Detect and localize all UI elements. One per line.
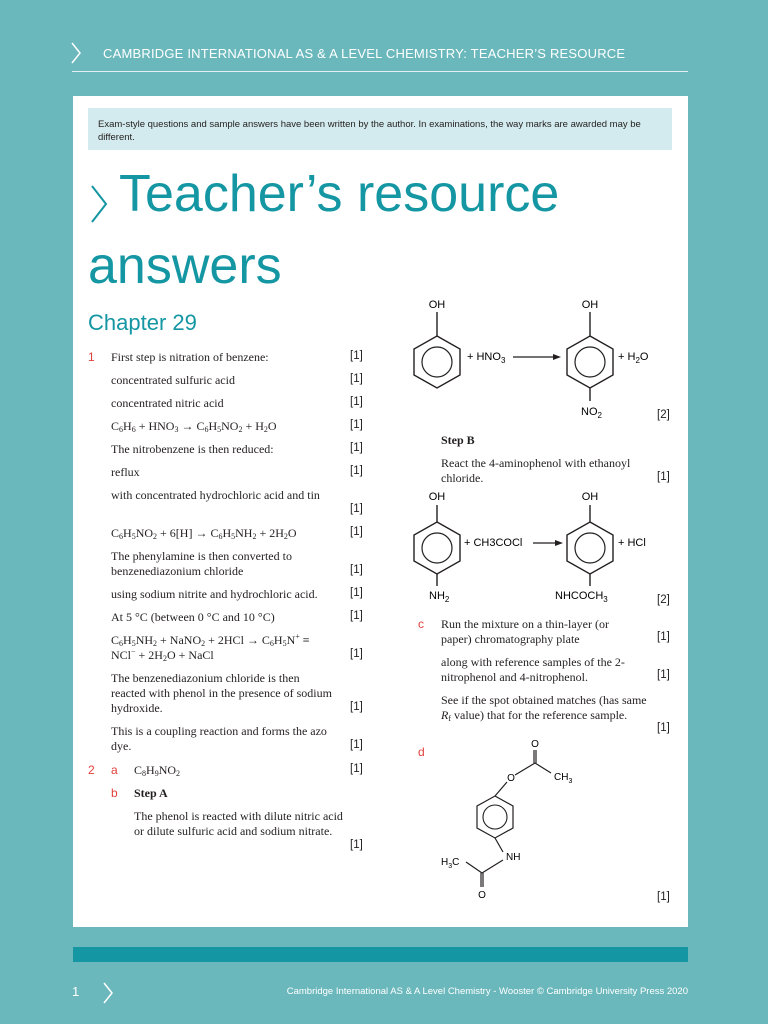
answer-line: concentrated nitric acid — [111, 396, 224, 410]
equation: $C_6H_5NH_2$ + NaNO$_2$ + $2HCl \to C_6H_5N^+$ ≡ $NCl^- + 2H_2O$ + NaCl — [111, 632, 310, 663]
mark: [1] — [657, 891, 670, 903]
methyl-label: $H_3C$ — [441, 857, 460, 870]
answer-line: First step is nitration of benzene: — [111, 350, 269, 364]
reagent-label: + CH3COCl — [464, 537, 523, 549]
arrow — [513, 354, 561, 360]
mark: [1] — [657, 722, 670, 734]
nitration-reaction-diagram — [403, 296, 673, 426]
part-label: d — [418, 745, 425, 759]
header-title: CAMBRIDGE INTERNATIONAL AS & A LEVEL CHEMISTRY: TEACHER’S RESOURCE — [103, 46, 626, 61]
answer-line: See if the spot obtained matches (has same $R_f$ value) that for the reference sample. — [441, 693, 647, 723]
question-number: 1 — [88, 350, 95, 364]
equation: $C_6H_6 + HNO_3 \to C_6H_5NO_2 + H_2O$ — [111, 419, 277, 434]
arrow — [533, 540, 563, 546]
mark: [1] — [350, 763, 363, 775]
mark: [1] — [350, 610, 363, 622]
mark: [1] — [350, 839, 363, 851]
question-number: 2 — [88, 763, 95, 777]
nh2-group-label: $NH_2$ — [429, 590, 450, 604]
amide-nh-label: NH — [506, 852, 521, 863]
mark: [1] — [350, 648, 363, 660]
copyright-text: Cambridge International AS & A Level Chemistry - Wooster © Cambridge University Press 2020 — [286, 986, 688, 997]
mark: [1] — [350, 350, 363, 362]
mark: [1] — [657, 669, 670, 681]
benzene-ring-product — [567, 312, 613, 401]
answer-line: using sodium nitrite and hydrochloric acid. — [111, 587, 318, 601]
acylation-reaction-diagram — [403, 488, 673, 613]
chevron-right-icon — [70, 42, 82, 64]
mark: [1] — [350, 739, 363, 751]
disclaimer-text: Exam-style questions and sample answers have been written by the author. In examinations, the way marks are awarded may be different. — [98, 119, 641, 143]
answer-line: along with reference samples of the 2-nitrophenol and 4-nitrophenol. — [441, 655, 625, 684]
answer-line: At 5 °C (between 0 °C and 10 °C) — [111, 610, 275, 624]
mark: [1] — [350, 587, 363, 599]
mark: [1] — [350, 701, 363, 713]
mark: [2] — [657, 594, 670, 606]
amide-oxygen-label: O — [478, 890, 486, 901]
methyl-label: $CH_3$ — [554, 772, 573, 785]
product-label: + $H_2O$ — [618, 351, 649, 365]
equation: $C_6H_5NO_2 + 6[H] \to C_6H_5NH_2 + 2H_2O$ — [111, 526, 297, 541]
answer-line: Run the mixture on a thin-layer (or paper) chromatography plate — [441, 617, 609, 646]
answer-line: The benzenediazonium chloride is then reacted with phenol in the presence of sodium hydroxide. — [111, 671, 332, 715]
answer-line: with concentrated hydrochloric acid and tin — [111, 488, 320, 502]
answer-line: The nitrobenzene is then reduced: — [111, 442, 274, 456]
answer-line: React the 4-aminophenol with ethanoyl chloride. — [441, 456, 631, 485]
oh-group-label: OH — [428, 299, 446, 311]
product-label: + HCl — [618, 537, 646, 549]
part-label: c — [418, 617, 424, 631]
mark: [1] — [350, 564, 363, 576]
mark: [2] — [657, 409, 670, 421]
mark: [1] — [350, 503, 363, 515]
header-rule — [72, 71, 688, 72]
part-label: b — [111, 786, 118, 800]
answer-line: The phenylamine is then converted to benzenediazonium chloride — [111, 549, 292, 578]
formula: $C_8H_9NO_2$ — [134, 763, 181, 778]
benzene-ring-product — [567, 505, 613, 586]
reagent-label: + $HNO_3$ — [467, 351, 506, 365]
mark: [1] — [350, 465, 363, 477]
answer-line: concentrated sulfuric acid — [111, 373, 235, 387]
mark: [1] — [657, 471, 670, 483]
answer-line: This is a coupling reaction and forms the azo dye. — [111, 724, 327, 753]
carbonyl-oxygen-label: O — [531, 739, 539, 750]
mark: [1] — [657, 631, 670, 643]
step-heading: Step B — [441, 433, 475, 447]
page-number: 1 — [72, 984, 80, 999]
chevron-right-icon — [89, 184, 109, 224]
mark: [1] — [350, 419, 363, 431]
mark: [1] — [350, 373, 363, 385]
chapter-heading: Chapter 29 — [88, 310, 197, 335]
disclaimer-note — [88, 108, 672, 150]
product-structure-diagram — [433, 736, 593, 906]
running-header — [0, 0, 768, 96]
oh-group-label: OH — [581, 299, 599, 311]
answer-line: The phenol is reacted with dilute nitric acid or dilute sulfuric acid and sodium nitrate. — [134, 809, 343, 838]
step-heading: Step A — [134, 786, 168, 800]
footer-band — [73, 947, 688, 962]
chevron-right-icon — [102, 982, 114, 1004]
oh-group-label: OH — [428, 491, 446, 503]
mark: [1] — [350, 526, 363, 538]
oh-group-label: OH — [581, 491, 599, 503]
page-content — [73, 96, 688, 927]
benzene-ring-reactant — [414, 312, 460, 388]
title-line-2: answers — [88, 237, 282, 295]
nhcoch3-group-label: $NHCOCH_3$ — [555, 590, 608, 604]
title-line-1: Teacher’s resource — [119, 165, 560, 223]
benzene-ring-reactant — [414, 505, 460, 586]
mark: [1] — [350, 396, 363, 408]
answer-line: reflux — [111, 465, 140, 479]
mark: [1] — [350, 442, 363, 454]
ester-oxygen-label: O — [507, 773, 515, 784]
no2-group-label: $NO_2$ — [581, 406, 602, 420]
molecule-bonds — [466, 750, 551, 887]
part-label: a — [111, 763, 118, 777]
